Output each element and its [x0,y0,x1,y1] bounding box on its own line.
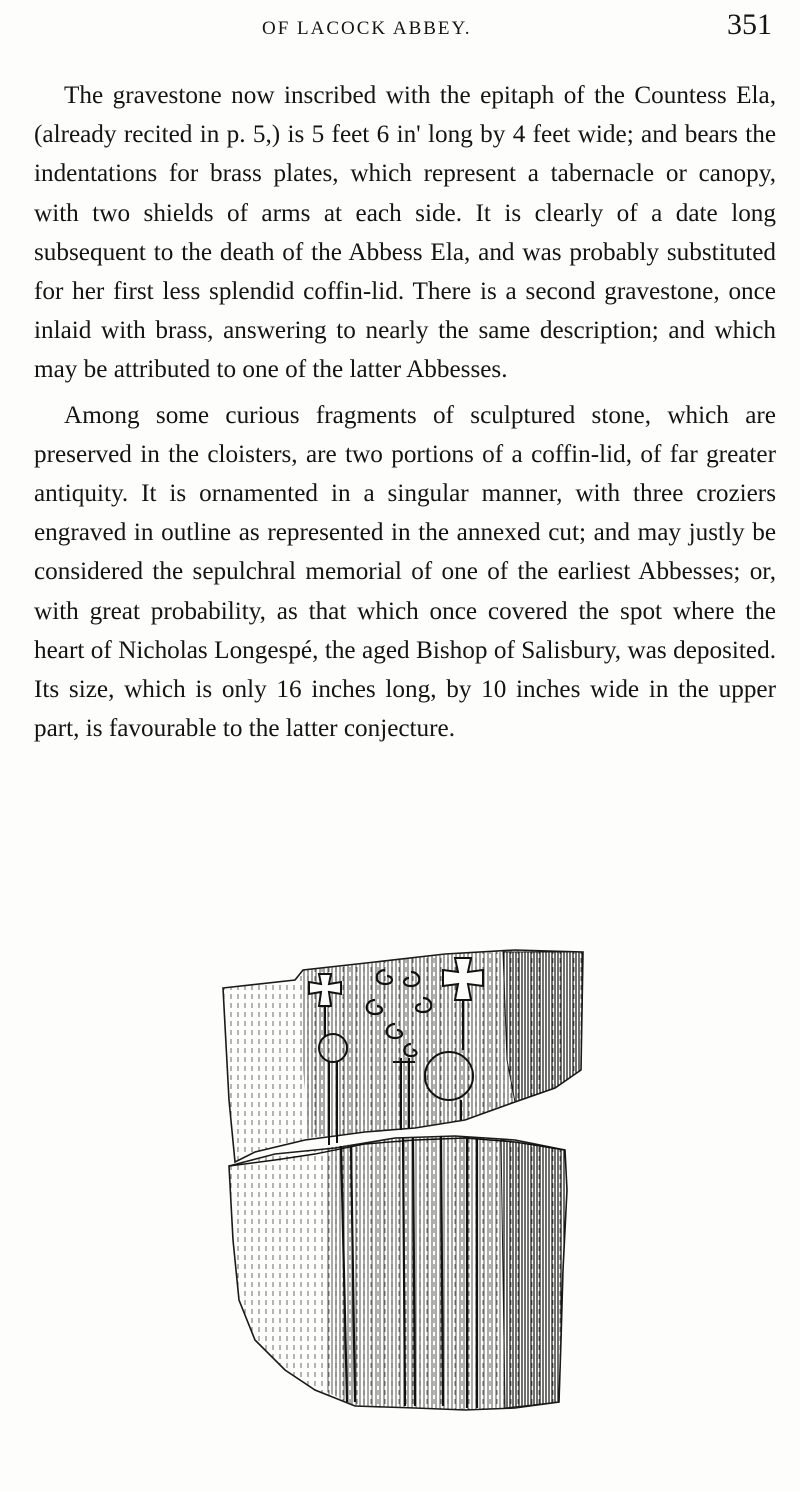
paragraph-coffin-lid: Among some curious fragments of sculptured stone, which are preserved in the cloisters, are two portions of a coffin-lid, of far greater antiquity. It is ornamented in a singular manner, with three croziers engraved in outline as represented in the annexed cut; and may justly be considered the sepulchral memorial of one of the earliest Abbesses; or, with great probability, as that which once covered the spot where the heart of Nicholas Longespé, the aged Bishop of Salisbury, was deposited. Its size, which is only 16 inches long, by 10 inches wide in the upper part, is favourable to the latter conjecture. [34,401,776,743]
page-number: 351 [727,8,772,41]
upper-fragment [223,950,583,1162]
body-text [34,76,776,748]
engraved-coffin-lid-icon [215,940,595,1420]
coffin-lid-illustration [215,940,595,1420]
paragraph-gravestone: The gravestone now inscribed with the epitaph of the Countess Ela, (already recited in p. 5,) is 5 feet 6 in' long by 4 feet wide; and bears the indentations for brass plates, which represent a tabernacle or canopy, with two shields of arms at each side. It is clearly of a date long subsequent to the death of the Abbess Ela, and was probably substituted for her first less splendid coffin-lid. There is a second gravestone, once inlaid with brass, answering to nearly the same description; and which may be attributed to one of the latter Abbesses. [34,82,776,384]
running-title: OF LACOCK ABBEY. [262,18,472,39]
running-head [0,8,800,44]
lower-fragment [229,1136,567,1410]
